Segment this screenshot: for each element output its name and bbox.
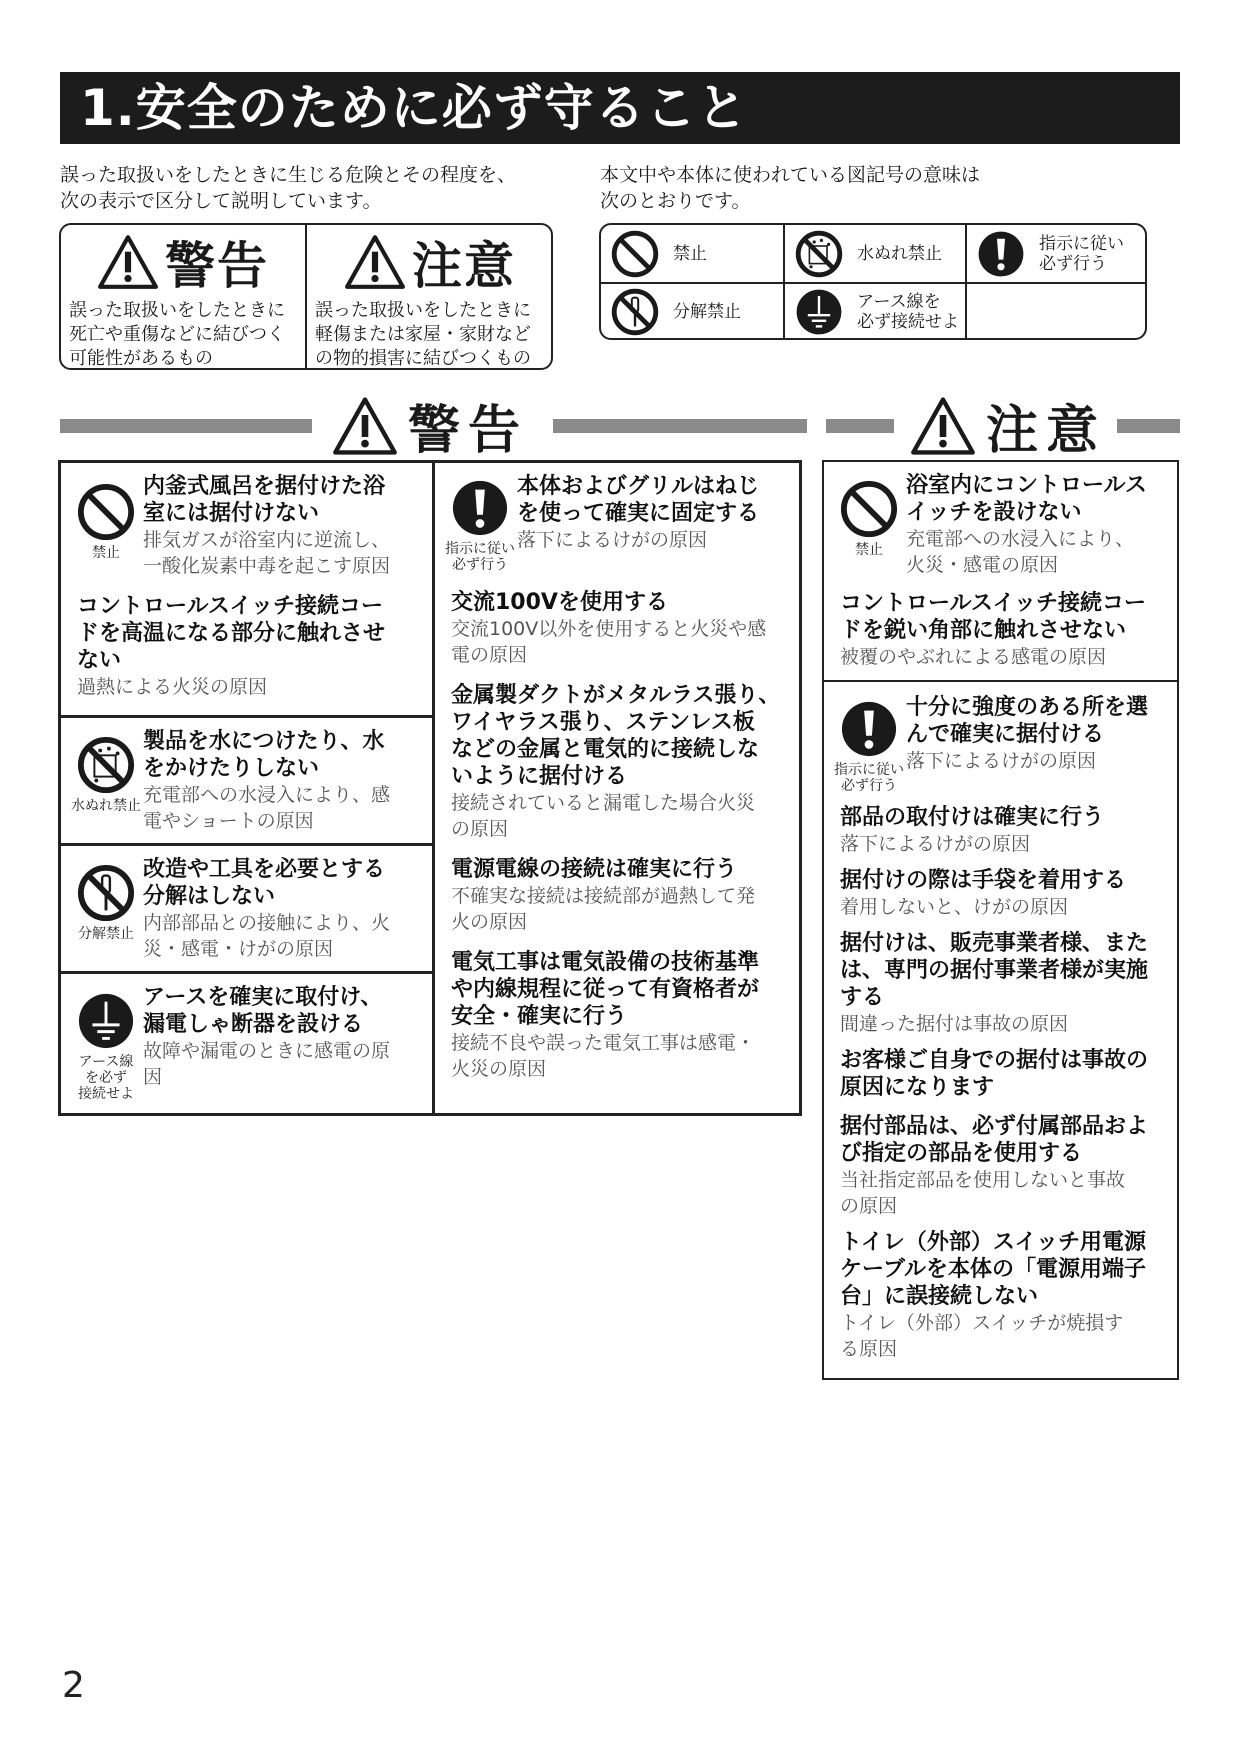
label-line: 必ず接続せよ [857, 312, 959, 332]
icon-label: 分解禁止 [78, 926, 134, 942]
icon-label: 禁止 [855, 542, 883, 558]
section-rule [1117, 419, 1180, 433]
caution-level [307, 225, 553, 368]
no-disassembly-symbol [69, 856, 143, 962]
item-heading: ドを高温になる部分に触れさせ [77, 621, 386, 646]
item-desc: 排気ガスが浴室内に逆流し、 [143, 529, 391, 551]
list-item [143, 728, 424, 834]
legend-ground [785, 284, 965, 340]
item-heading: 金属製ダクトがメタルラス張り、 [451, 683, 781, 708]
label-line: アース線を [857, 292, 941, 312]
label-line: 必ず行う [841, 778, 897, 794]
item-desc: 落下によるけがの原因 [906, 750, 1097, 772]
legend-no-disassembly-label: 分解禁止 [673, 302, 741, 322]
icon-label [832, 762, 906, 794]
item-desc: 因 [143, 1066, 163, 1088]
ground-icon [77, 992, 135, 1050]
item-heading: 電気工事は電気設備の技術基準 [451, 950, 760, 975]
item-heading: ケーブルを本体の「電源用端子 [840, 1257, 1147, 1282]
item-desc: 災・感電・けがの原因 [143, 938, 334, 960]
item-desc: 着用しないと、けがの原因 [840, 896, 1069, 918]
item-heading: 据付けは、販売事業者様、また [840, 931, 1149, 956]
list-item [143, 473, 424, 579]
intro-left-line: 誤った取扱いをしたときに生じる危険とその程度を、 [60, 164, 517, 186]
item-desc: 落下によるけがの原因 [517, 529, 708, 551]
item-desc: 火災の原因 [451, 1058, 547, 1080]
list-item [832, 867, 1169, 920]
prohibit-icon [77, 483, 135, 541]
item-heading: ドを鋭い角部に触れさせない [840, 618, 1127, 643]
item-heading: 本体およびグリルはねじ [517, 474, 760, 499]
caution-prohibit-group [824, 462, 1177, 682]
section-rule [60, 419, 312, 433]
list-item [517, 473, 791, 573]
warning-section-title: 警告 [408, 401, 529, 461]
item-heading: 製品を水につけたり、水 [143, 729, 385, 754]
label-line: 指示に従い [1039, 233, 1124, 254]
item-desc: 接続されていると漏電した場合火災 [451, 792, 756, 814]
item-heading: 浴室内にコントロールス [906, 473, 1147, 498]
item-heading: いように据付ける [451, 764, 628, 789]
item-heading: 安全・確実に行う [451, 1004, 628, 1029]
item-heading: 電源電線の接続は確実に行う [451, 857, 738, 882]
caution-section-title: 注意 [986, 401, 1107, 461]
desc-line: 死亡や重傷などに結びつく [69, 324, 285, 345]
item-heading: をかけたりしない [143, 756, 320, 781]
item-desc: 充電部への水浸入により、 [906, 528, 1135, 550]
item-heading: 交流100Vを使用する [451, 590, 668, 615]
item-heading: 改造や工具を必要とする [143, 857, 386, 882]
list-item [832, 930, 1169, 1037]
caution-level-word: 注意 [412, 237, 516, 295]
item-heading: する [840, 985, 885, 1010]
prohibit-group [61, 463, 432, 718]
item-heading: 内釜式風呂を据付けた浴 [143, 474, 386, 499]
item-heading: 据付けの際は手袋を着用する [840, 868, 1127, 893]
section-rule [826, 419, 894, 433]
legend-no-disassembly [601, 284, 783, 340]
intro-right-line: 本文中や本体に使われている図記号の意味は [600, 164, 981, 186]
item-desc: 間違った据付は事故の原因 [840, 1013, 1069, 1035]
warning-triangle-icon [97, 234, 159, 290]
desc-line: 軽傷または家屋・家財など [315, 324, 531, 345]
label-line: アース線 [78, 1054, 134, 1070]
ground-symbol [69, 984, 143, 1102]
prohibit-symbol [69, 473, 143, 579]
list-item [906, 472, 1169, 578]
desc-line: 可能性があるもの [69, 348, 213, 369]
item-heading: コントロールスイッチ接続コー [840, 591, 1147, 616]
no-water-symbol [69, 728, 143, 834]
instruction-icon [451, 479, 509, 537]
list-item [143, 856, 424, 962]
list-item [443, 589, 791, 668]
intro-left-line: 次の表示で区分して説明しています。 [60, 190, 382, 212]
item-desc: トイレ（外部）スイッチが焼損す [840, 1312, 1124, 1334]
item-desc: 一酸化炭素中毒を起こす原因 [143, 555, 391, 577]
item-heading: などの金属と電気的に接続しな [451, 737, 760, 762]
legend-no-water [785, 225, 965, 282]
label-line: を必ず [85, 1070, 127, 1086]
list-item [832, 1047, 1169, 1101]
prohibit-symbol [832, 472, 906, 578]
item-desc: 不確実な接続は接続部が過熱して発 [451, 885, 756, 907]
legend-instruction-label [1039, 234, 1124, 274]
prohibit-icon [611, 230, 659, 278]
legend-prohibit-label: 禁止 [673, 243, 707, 264]
caution-panel [822, 460, 1179, 1380]
no-water-icon [795, 230, 843, 278]
item-desc: 火災・感電の原因 [906, 554, 1059, 576]
item-desc: 交流100V以外を使用すると火災や感 [451, 618, 767, 640]
warning-triangle-icon [332, 396, 398, 456]
instruction-icon [840, 700, 898, 758]
item-desc: 充電部への水浸入により、感 [143, 784, 391, 806]
item-heading: イッチを設けない [906, 500, 1082, 525]
item-heading: んで確実に据付ける [906, 722, 1105, 747]
item-desc: 電の原因 [451, 644, 528, 666]
desc-line: の物的損害に結びつくもの [315, 348, 531, 369]
icon-label [443, 541, 517, 573]
warning-panel-right [432, 460, 802, 1116]
item-heading: 部品の取付けは確実に行う [840, 805, 1105, 830]
no-water-icon [77, 736, 135, 794]
item-desc: 接続不良や誤った電気工事は感電・ [451, 1032, 756, 1054]
item-heading: 十分に強度のある所を選 [906, 695, 1149, 720]
item-desc: の原因 [840, 1195, 898, 1217]
label-line: 必ず行う [452, 557, 508, 573]
caution-level-desc [307, 299, 553, 371]
label-line: 必ず行う [1039, 253, 1107, 274]
item-heading: 台」に誤接続しない [840, 1284, 1039, 1309]
icon-label: 水ぬれ禁止 [71, 798, 141, 814]
no-disassembly-icon [77, 864, 135, 922]
desc-line: 誤った取扱いをしたときに [69, 300, 285, 321]
item-desc: 落下によるけがの原因 [840, 833, 1031, 855]
warning-panel-left [58, 460, 435, 1116]
list-item [443, 682, 791, 842]
intro-left [60, 162, 580, 214]
list-item [832, 1229, 1169, 1362]
desc-line: 誤った取扱いをしたときに [315, 300, 531, 321]
item-desc: 当社指定部品を使用しないと事故 [840, 1169, 1126, 1191]
item-heading: 分解はしない [143, 884, 276, 909]
item-desc: 火の原因 [451, 911, 528, 933]
caution-triangle-icon [910, 396, 976, 456]
item-heading: コントロールスイッチ接続コー [77, 594, 384, 619]
ground-group [61, 974, 432, 1113]
label-line: 指示に従い [445, 541, 515, 557]
item-heading: トイレ（外部）スイッチ用電源 [840, 1230, 1147, 1255]
list-item [143, 984, 424, 1102]
no-water-group [61, 718, 432, 846]
list-item [69, 593, 424, 700]
no-disassembly-icon [611, 288, 659, 336]
item-heading: 室には据付けない [143, 501, 320, 526]
warning-section-header [332, 388, 528, 463]
list-item [832, 804, 1169, 857]
instruction-symbol [832, 694, 906, 794]
label-line: 接続せよ [78, 1086, 134, 1102]
warning-level-desc [61, 299, 305, 371]
section-rule [553, 419, 807, 433]
item-desc: る原因 [840, 1338, 898, 1360]
icon-label [69, 1054, 143, 1102]
caution-triangle-icon [344, 234, 406, 290]
hazard-level-legend [59, 223, 553, 370]
item-desc: 内部部品との接触により、火 [143, 912, 391, 934]
item-heading: 漏電しゃ断器を設ける [143, 1012, 364, 1037]
item-heading: アースを確実に取付け、 [143, 985, 383, 1010]
label-line: 指示に従い [834, 762, 904, 778]
legend-prohibit [601, 225, 783, 282]
list-item [443, 949, 791, 1082]
item-desc: の原因 [451, 818, 509, 840]
icon-label: 禁止 [92, 545, 120, 561]
legend-instruction [967, 225, 1147, 282]
intro-right [600, 162, 1160, 214]
page-number: 2 [62, 1665, 85, 1706]
item-desc: 故障や漏電のときに感電の原 [143, 1040, 391, 1062]
instruction-icon [977, 230, 1025, 278]
item-heading: や内線規程に従って有資格者が [451, 977, 760, 1002]
legend-ground-label [857, 292, 959, 332]
list-item [906, 694, 1169, 794]
instruction-symbol [443, 473, 517, 573]
list-item [443, 856, 791, 935]
list-item [832, 590, 1169, 670]
item-heading: 据付部品は、必ず付属部品およ [840, 1114, 1149, 1139]
warning-level-word: 警告 [165, 237, 269, 295]
list-item [832, 1113, 1169, 1219]
item-desc: 電やショートの原因 [143, 810, 314, 832]
intro-right-line: 次のとおりです。 [600, 190, 751, 212]
item-heading: を使って確実に固定する [517, 501, 760, 526]
item-heading: ない [77, 648, 122, 673]
symbol-legend [599, 223, 1147, 340]
ground-icon [795, 288, 843, 336]
item-heading: 原因になります [840, 1075, 995, 1100]
item-desc: 被覆のやぶれによる感電の原因 [840, 646, 1107, 668]
item-heading: お客様ご自身での据付は事故の [840, 1048, 1149, 1073]
caution-section-header [910, 388, 1106, 463]
item-desc: 過熱による火災の原因 [77, 676, 268, 698]
item-heading: ワイヤラス張り、ステンレス板 [451, 710, 755, 735]
no-disassembly-group [61, 846, 432, 974]
caution-instruction-group [824, 684, 1177, 1378]
item-heading: は、専門の据付事業者様が実施 [840, 958, 1149, 983]
item-heading: び指定の部品を使用する [840, 1141, 1083, 1166]
page-title: 1.安全のために必ず守ること [60, 72, 1180, 144]
prohibit-icon [840, 480, 898, 538]
warning-level [61, 225, 307, 368]
legend-no-water-label: 水ぬれ禁止 [857, 243, 942, 264]
